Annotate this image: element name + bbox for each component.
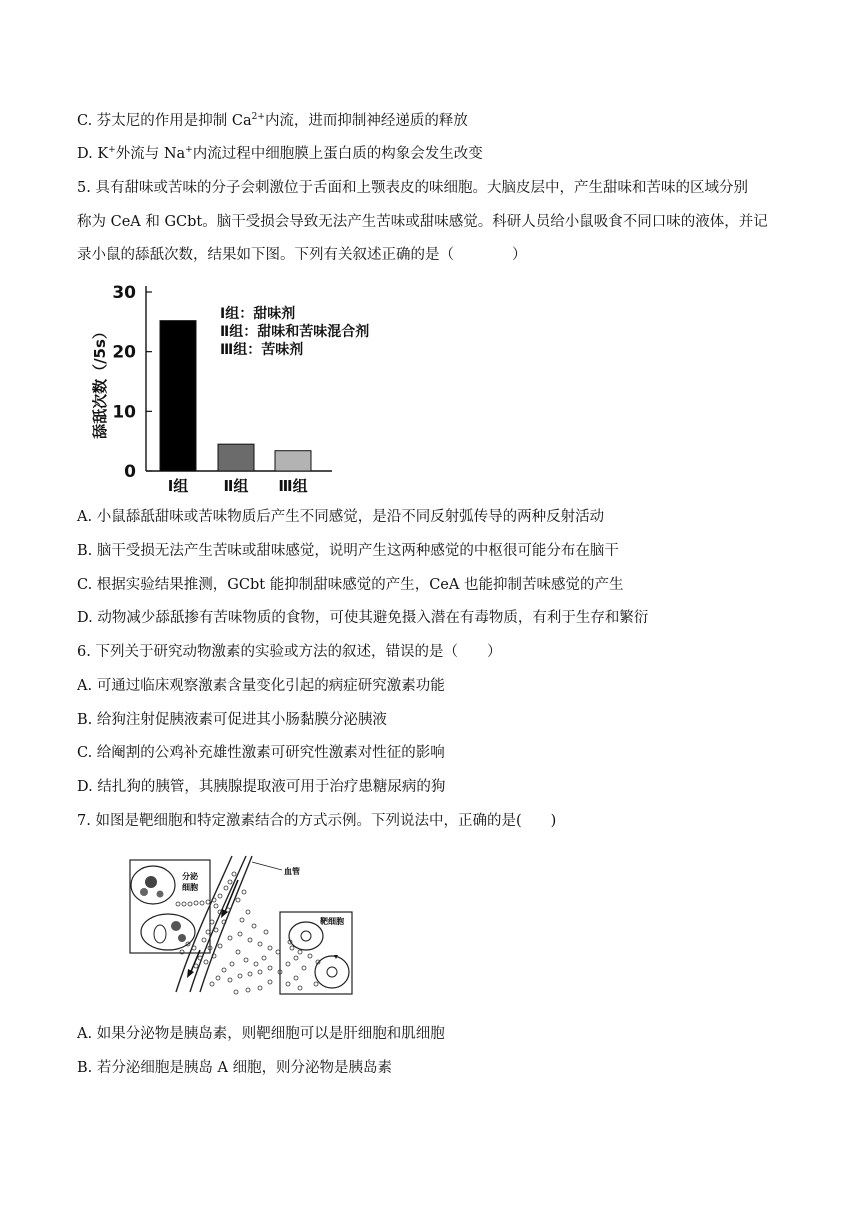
hormone-molecule bbox=[210, 920, 214, 924]
legend-entry: Ⅲ组：苦味剂 bbox=[220, 342, 304, 358]
hormone-molecule bbox=[194, 964, 198, 968]
hormone-molecule bbox=[214, 928, 218, 932]
bar-2 bbox=[218, 444, 254, 471]
hormone-molecule bbox=[248, 972, 252, 976]
hormone-molecule bbox=[294, 956, 298, 960]
hormone-molecule bbox=[228, 978, 232, 982]
q6-option-a: A. 可通过临床观察激素含量变化引起的病症研究激素功能 bbox=[77, 678, 445, 694]
granule bbox=[140, 888, 148, 896]
category-label: Ⅲ组 bbox=[278, 477, 308, 495]
vessel-wall-right bbox=[200, 856, 252, 992]
hormone-molecule bbox=[268, 980, 272, 984]
hormone-molecule bbox=[228, 936, 232, 940]
target-nucleus bbox=[327, 967, 337, 977]
hormone-molecule bbox=[258, 970, 262, 974]
y-axis-label: 舔舐次数（/5s） bbox=[91, 324, 109, 439]
hormone-molecule bbox=[258, 942, 262, 946]
hormone-molecule bbox=[314, 982, 318, 986]
hormone-molecule bbox=[218, 894, 222, 898]
secretory-cell-lower bbox=[141, 914, 195, 950]
hormone-molecule bbox=[216, 976, 220, 980]
hormone-molecule bbox=[244, 958, 248, 962]
hormone-molecule bbox=[202, 938, 206, 942]
hormone-molecule bbox=[238, 932, 242, 936]
hormone-molecule bbox=[258, 986, 262, 990]
hormone-molecule bbox=[262, 956, 266, 960]
hormone-molecule bbox=[302, 966, 306, 970]
q6-option-d: D. 结扎狗的胰管，其胰腺提取液可用于治疗患糖尿病的狗 bbox=[77, 779, 446, 795]
hormone-molecule bbox=[222, 968, 226, 972]
hormone-molecule bbox=[298, 986, 302, 990]
vessel-wall-mid bbox=[190, 856, 246, 992]
hormone-molecule bbox=[200, 901, 204, 905]
hormone-molecule bbox=[236, 898, 240, 902]
target-cell-lower bbox=[315, 956, 349, 988]
hormone-molecule bbox=[308, 954, 312, 958]
secretory-cell-box bbox=[130, 860, 210, 953]
hormone-molecule bbox=[232, 872, 236, 876]
hormone-molecule bbox=[230, 962, 234, 966]
hormone-molecule bbox=[188, 902, 192, 906]
y-tick-label: 20 bbox=[112, 342, 136, 363]
hormone-molecule bbox=[246, 988, 250, 992]
q5-option-b: B. 脑干受损无法产生苦味或甜味感觉，说明产生这两种感觉的中枢很可能分布在脑干 bbox=[77, 543, 619, 559]
hormone-molecule bbox=[264, 930, 268, 934]
hormone-molecule bbox=[198, 956, 202, 960]
nucleus bbox=[154, 925, 166, 943]
category-label: Ⅰ组 bbox=[167, 477, 189, 495]
hormone-molecule bbox=[242, 890, 246, 894]
hormone-molecule bbox=[298, 950, 302, 954]
hormone-molecule bbox=[276, 950, 280, 954]
hormone-molecule bbox=[206, 900, 210, 904]
q6-option-b: B. 给狗注射促胰液素可促进其小肠黏膜分泌胰液 bbox=[77, 712, 387, 728]
q4-option-c: C. 芬太尼的作用是抑制 $Ca^{2+}$内流，进而抑制神经递质的释放 bbox=[77, 112, 468, 129]
category-label: Ⅱ组 bbox=[223, 477, 249, 495]
vessel-label: 血管 bbox=[284, 867, 300, 876]
hormone-molecule bbox=[252, 924, 256, 928]
hormone-molecule bbox=[182, 902, 186, 906]
hormone-molecule bbox=[286, 962, 290, 966]
hormone-molecule bbox=[290, 946, 294, 950]
granule bbox=[171, 921, 181, 931]
chart-legend bbox=[220, 305, 369, 358]
secretory-label-2: 细胞 bbox=[182, 883, 198, 892]
granule bbox=[145, 876, 157, 888]
q7-stem: 7. 如图是靶细胞和特定激素结合的方式示例。下列说法中，正确的是( ) bbox=[77, 813, 557, 829]
y-tick-label: 30 bbox=[112, 283, 136, 303]
lick-count-bar-chart bbox=[88, 280, 408, 498]
q5-stem-line-1: 5. 具有甜味或苦味的分子会刺激位于舌面和上颚表皮的味细胞。大脑皮层中，产生甜味和苦味的区域分别 bbox=[77, 180, 748, 196]
hormone-molecule bbox=[194, 901, 198, 905]
hormone-molecule bbox=[238, 974, 242, 978]
vessel-pointer bbox=[252, 862, 282, 870]
hormone-molecule bbox=[214, 904, 218, 908]
target-label: 靶细胞 bbox=[320, 917, 344, 926]
q5-option-a: A. 小鼠舔舐甜味或苦味物质后产生不同感觉，是沿不同反射弧传导的两种反射活动 bbox=[77, 509, 605, 525]
q6-stem: 6. 下列关于研究动物激素的实验或方法的叙述，错误的是（ ） bbox=[77, 644, 502, 660]
granule bbox=[178, 934, 186, 942]
q4-option-d: D. K+外流与 Na+内流过程中细胞膜上蛋白质的构象会发生改变 bbox=[77, 145, 483, 162]
hormone-molecule bbox=[206, 930, 210, 934]
hormone-molecule bbox=[224, 886, 228, 890]
q7-option-b: B. 若分泌细胞是胰岛 A 细胞，则分泌物是胰岛素 bbox=[77, 1060, 393, 1076]
hormone-molecule bbox=[226, 908, 230, 912]
q5-stem-line-2: 称为 CeA 和 GCbt。脑干受损会导致无法产生苦味或甜味感觉。科研人员给小鼠吸食不同口味的液体，并记 bbox=[77, 214, 768, 230]
bar-1 bbox=[160, 321, 196, 471]
q6-option-c: C. 给阉割的公鸡补充雄性激素可研究性激素对性征的影响 bbox=[77, 745, 445, 761]
q5-option-c: C. 根据实验结果推测，GCbt 能抑制甜味感觉的产生，CeA 也能抑制苦味感觉的产生 bbox=[77, 577, 624, 593]
q5-option-d: D. 动物减少舔舐掺有苦味物质的食物，可使其避免摄入潜在有毒物质，有利于生存和繁衍 bbox=[77, 610, 649, 626]
target-nucleus bbox=[301, 931, 311, 941]
hormone-molecule bbox=[254, 962, 258, 966]
hormone-molecule bbox=[204, 960, 208, 964]
q7-option-a: A. 如果分泌物是胰岛素，则靶细胞可以是肝细胞和肌细胞 bbox=[77, 1026, 445, 1042]
legend-entry: Ⅱ组：甜味和苦味混合剂 bbox=[220, 324, 370, 340]
hormone-molecule bbox=[286, 982, 290, 986]
hormone-molecule bbox=[294, 976, 298, 980]
hormone-molecule bbox=[268, 946, 272, 950]
q5-stem-line-3: 录小鼠的舔舐次数，结果如下图。下列有关叙述正确的是（ ） bbox=[77, 247, 527, 263]
hormone-molecule bbox=[176, 902, 180, 906]
y-tick-label: 0 bbox=[124, 462, 136, 482]
hormone-molecule bbox=[234, 990, 238, 994]
hormone-molecule bbox=[240, 918, 244, 922]
hormone-molecule bbox=[236, 950, 240, 954]
legend-entry: Ⅰ组：甜味剂 bbox=[220, 306, 296, 322]
hormone-molecule bbox=[268, 966, 272, 970]
hormone-target-cell-diagram bbox=[120, 852, 370, 1002]
y-tick-label: 10 bbox=[112, 402, 136, 423]
bar-3 bbox=[275, 451, 311, 471]
target-cell-upper bbox=[289, 922, 323, 950]
hormone-molecule bbox=[218, 944, 222, 948]
hormone-molecule bbox=[210, 982, 214, 986]
hormone-molecule bbox=[248, 938, 252, 942]
hormone-molecule bbox=[246, 910, 250, 914]
hormone-molecule bbox=[228, 880, 232, 884]
secretory-label-1: 分泌 bbox=[182, 872, 198, 881]
granule bbox=[157, 891, 164, 898]
